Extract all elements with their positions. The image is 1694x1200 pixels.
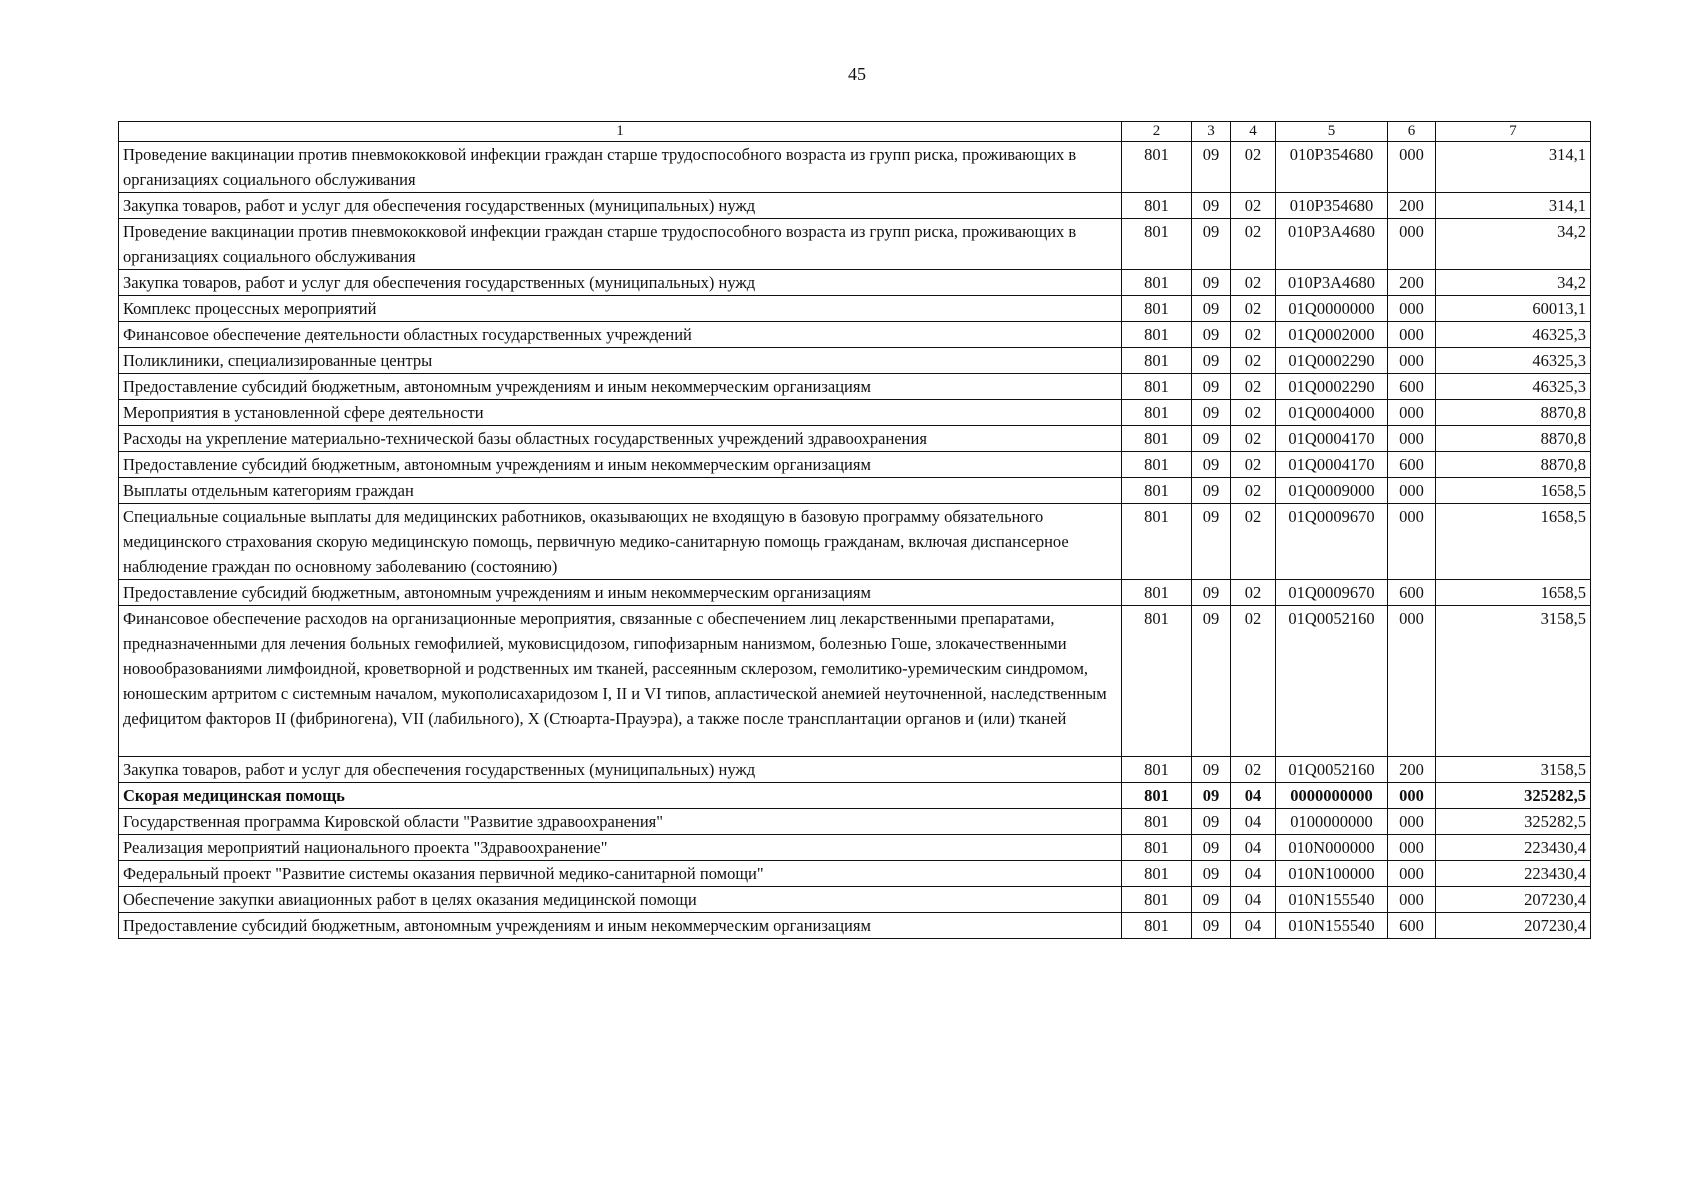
- expense-type-cell: 000: [1388, 426, 1436, 452]
- department-code-cell: 801: [1122, 400, 1192, 426]
- expense-type-cell: 600: [1388, 374, 1436, 400]
- expense-type-cell: 000: [1388, 296, 1436, 322]
- expense-name-cell: Мероприятия в установленной сфере деятельности: [119, 400, 1122, 426]
- table-row: [119, 809, 1591, 835]
- expense-name-cell: Специальные социальные выплаты для медицинских работников, оказывающих не входящую в базовую программу обязательного медицинского страхования скорую медицинскую помощь, первичную медико-санитарную помощь гражданам, включая диспансерное наблюдение граждан по основному заболеванию (состоянию): [119, 504, 1122, 580]
- table-row: [119, 270, 1591, 296]
- section-code-cell: 09: [1192, 193, 1231, 219]
- table-row: [119, 452, 1591, 478]
- amount-cell: 46325,3: [1436, 322, 1591, 348]
- target-article-cell: 01Q0002290: [1276, 348, 1388, 374]
- section-code-cell: 09: [1192, 504, 1231, 580]
- subsection-code-cell: 02: [1231, 606, 1276, 757]
- expense-name-cell: Финансовое обеспечение расходов на организационные мероприятия, связанные с обеспечением лиц лекарственными препаратами, предназначенными для лечения больных гемофилией, муковисцидозом, гипофизарным нанизмом, болезнью Гоше, злокачественными новообразованиями лимфоидной, кроветворной и родственных им тканей, рассеянным склерозом, гемолитико-уремическим синдромом, юношеским артритом с системным началом, мукополисахаридозом I, II и VI типов, апластической анемией неуточненной, наследственным дефицитом факторов II (фибриногена), VII (лабильного), X (Стюарта-Прауэра), а также после трансплантации органов и (или) тканей: [119, 606, 1122, 757]
- amount-cell: 8870,8: [1436, 400, 1591, 426]
- page-number: 45: [848, 64, 866, 84]
- amount-cell: 46325,3: [1436, 374, 1591, 400]
- expense-type-cell: 600: [1388, 452, 1436, 478]
- target-article-cell: 01Q0009000: [1276, 478, 1388, 504]
- table-row: [119, 580, 1591, 606]
- department-code-cell: 801: [1122, 504, 1192, 580]
- expense-name-cell: Реализация мероприятий национального проекта "Здравоохранение": [119, 835, 1122, 861]
- section-code-cell: 09: [1192, 606, 1231, 757]
- amount-cell: 314,1: [1436, 193, 1591, 219]
- section-code-cell: 09: [1192, 452, 1231, 478]
- subsection-code-cell: 02: [1231, 400, 1276, 426]
- section-code-cell: 09: [1192, 783, 1231, 809]
- target-article-cell: 010P3A4680: [1276, 270, 1388, 296]
- expense-name-cell: Поликлиники, специализированные центры: [119, 348, 1122, 374]
- section-code-cell: 09: [1192, 296, 1231, 322]
- subsection-code-cell: 02: [1231, 426, 1276, 452]
- amount-cell: 325282,5: [1436, 783, 1591, 809]
- target-article-cell: 01Q0004170: [1276, 452, 1388, 478]
- department-code-cell: 801: [1122, 348, 1192, 374]
- department-code-cell: 801: [1122, 580, 1192, 606]
- amount-cell: 8870,8: [1436, 452, 1591, 478]
- department-code-cell: 801: [1122, 835, 1192, 861]
- table-row: [119, 219, 1591, 270]
- target-article-cell: 01Q0004170: [1276, 426, 1388, 452]
- subsection-code-cell: 02: [1231, 219, 1276, 270]
- department-code-cell: 801: [1122, 193, 1192, 219]
- amount-cell: 1658,5: [1436, 504, 1591, 580]
- section-code-cell: 09: [1192, 400, 1231, 426]
- section-code-cell: 09: [1192, 478, 1231, 504]
- expense-type-cell: 000: [1388, 835, 1436, 861]
- department-code-cell: 801: [1122, 913, 1192, 939]
- expense-name-cell: Проведение вакцинации против пневмококковой инфекции граждан старше трудоспособного возраста из групп риска, проживающих в организациях социального обслуживания: [119, 142, 1122, 193]
- column-header: 1: [119, 122, 1122, 142]
- amount-cell: 223430,4: [1436, 835, 1591, 861]
- amount-cell: 1658,5: [1436, 478, 1591, 504]
- table-row: [119, 400, 1591, 426]
- amount-cell: 207230,4: [1436, 887, 1591, 913]
- expense-name-cell: Закупка товаров, работ и услуг для обеспечения государственных (муниципальных) нужд: [119, 270, 1122, 296]
- expense-type-cell: 000: [1388, 504, 1436, 580]
- section-code-cell: 09: [1192, 835, 1231, 861]
- table-row: [119, 913, 1591, 939]
- subsection-code-cell: 04: [1231, 913, 1276, 939]
- subsection-code-cell: 02: [1231, 452, 1276, 478]
- subsection-code-cell: 04: [1231, 887, 1276, 913]
- target-article-cell: 01Q0052160: [1276, 606, 1388, 757]
- section-code-cell: 09: [1192, 887, 1231, 913]
- column-header: 6: [1388, 122, 1436, 142]
- section-code-cell: 09: [1192, 580, 1231, 606]
- table-row: [119, 478, 1591, 504]
- budget-table: [118, 121, 1591, 939]
- expense-name-cell: Предоставление субсидий бюджетным, автономным учреждениям и иным некоммерческим организациям: [119, 913, 1122, 939]
- expense-name-cell: Финансовое обеспечение деятельности областных государственных учреждений: [119, 322, 1122, 348]
- subsection-code-cell: 04: [1231, 835, 1276, 861]
- section-code-cell: 09: [1192, 374, 1231, 400]
- target-article-cell: 01Q0002290: [1276, 374, 1388, 400]
- table-row: [119, 757, 1591, 783]
- target-article-cell: 010N000000: [1276, 835, 1388, 861]
- table-row: [119, 861, 1591, 887]
- section-code-cell: 09: [1192, 757, 1231, 783]
- subsection-code-cell: 02: [1231, 374, 1276, 400]
- expense-name-cell: Государственная программа Кировской области "Развитие здравоохранения": [119, 809, 1122, 835]
- subsection-code-cell: 02: [1231, 322, 1276, 348]
- department-code-cell: 801: [1122, 757, 1192, 783]
- subsection-code-cell: 04: [1231, 861, 1276, 887]
- amount-cell: 207230,4: [1436, 913, 1591, 939]
- subsection-code-cell: 02: [1231, 504, 1276, 580]
- expense-type-cell: 000: [1388, 400, 1436, 426]
- amount-cell: 3158,5: [1436, 606, 1591, 757]
- expense-name-cell: Федеральный проект "Развитие системы оказания первичной медико-санитарной помощи": [119, 861, 1122, 887]
- expense-type-cell: 000: [1388, 861, 1436, 887]
- expense-type-cell: 000: [1388, 348, 1436, 374]
- expense-name-cell: Предоставление субсидий бюджетным, автономным учреждениям и иным некоммерческим организациям: [119, 580, 1122, 606]
- subsection-code-cell: 02: [1231, 757, 1276, 783]
- subsection-code-cell: 02: [1231, 193, 1276, 219]
- department-code-cell: 801: [1122, 374, 1192, 400]
- target-article-cell: 01Q0052160: [1276, 757, 1388, 783]
- expense-type-cell: 000: [1388, 809, 1436, 835]
- section-code-cell: 09: [1192, 348, 1231, 374]
- section-code-cell: 09: [1192, 426, 1231, 452]
- amount-cell: 46325,3: [1436, 348, 1591, 374]
- expense-name-cell: Выплаты отдельным категориям граждан: [119, 478, 1122, 504]
- department-code-cell: 801: [1122, 783, 1192, 809]
- target-article-cell: 010N100000: [1276, 861, 1388, 887]
- expense-type-cell: 000: [1388, 219, 1436, 270]
- department-code-cell: 801: [1122, 142, 1192, 193]
- section-code-cell: 09: [1192, 322, 1231, 348]
- expense-type-cell: 000: [1388, 887, 1436, 913]
- subsection-code-cell: 04: [1231, 783, 1276, 809]
- target-article-cell: 01Q0009670: [1276, 504, 1388, 580]
- department-code-cell: 801: [1122, 296, 1192, 322]
- amount-cell: 60013,1: [1436, 296, 1591, 322]
- target-article-cell: 010P3A4680: [1276, 219, 1388, 270]
- table-row: [119, 426, 1591, 452]
- department-code-cell: 801: [1122, 270, 1192, 296]
- department-code-cell: 801: [1122, 219, 1192, 270]
- target-article-cell: 01Q0004000: [1276, 400, 1388, 426]
- department-code-cell: 801: [1122, 606, 1192, 757]
- section-code-cell: 09: [1192, 142, 1231, 193]
- section-code-cell: 09: [1192, 219, 1231, 270]
- amount-cell: 3158,5: [1436, 757, 1591, 783]
- expense-name-cell: Закупка товаров, работ и услуг для обеспечения государственных (муниципальных) нужд: [119, 757, 1122, 783]
- column-header: 7: [1436, 122, 1591, 142]
- subsection-code-cell: 04: [1231, 809, 1276, 835]
- expense-name-cell: Предоставление субсидий бюджетным, автономным учреждениям и иным некоммерческим организациям: [119, 374, 1122, 400]
- expense-name-cell: Комплекс процессных мероприятий: [119, 296, 1122, 322]
- expense-type-cell: 200: [1388, 757, 1436, 783]
- department-code-cell: 801: [1122, 809, 1192, 835]
- amount-cell: 1658,5: [1436, 580, 1591, 606]
- table-row: [119, 606, 1591, 757]
- column-header: 2: [1122, 122, 1192, 142]
- subsection-code-cell: 02: [1231, 478, 1276, 504]
- amount-cell: 325282,5: [1436, 809, 1591, 835]
- expense-name-cell: Обеспечение закупки авиационных работ в целях оказания медицинской помощи: [119, 887, 1122, 913]
- expense-type-cell: 600: [1388, 580, 1436, 606]
- department-code-cell: 801: [1122, 426, 1192, 452]
- target-article-cell: 01Q0000000: [1276, 296, 1388, 322]
- target-article-cell: 010N155540: [1276, 887, 1388, 913]
- table-row: [119, 348, 1591, 374]
- amount-cell: 314,1: [1436, 142, 1591, 193]
- amount-cell: 8870,8: [1436, 426, 1591, 452]
- expense-name-cell: Предоставление субсидий бюджетным, автономным учреждениям и иным некоммерческим организациям: [119, 452, 1122, 478]
- expense-type-cell: 000: [1388, 606, 1436, 757]
- table-row: [119, 193, 1591, 219]
- expense-type-cell: 200: [1388, 270, 1436, 296]
- subsection-code-cell: 02: [1231, 142, 1276, 193]
- section-code-cell: 09: [1192, 861, 1231, 887]
- section-code-cell: 09: [1192, 913, 1231, 939]
- column-header: 5: [1276, 122, 1388, 142]
- subsection-code-cell: 02: [1231, 348, 1276, 374]
- table-row: [119, 887, 1591, 913]
- table-row: [119, 504, 1591, 580]
- department-code-cell: 801: [1122, 478, 1192, 504]
- amount-cell: 34,2: [1436, 219, 1591, 270]
- target-article-cell: 0000000000: [1276, 783, 1388, 809]
- column-header: 4: [1231, 122, 1276, 142]
- target-article-cell: 01Q0009670: [1276, 580, 1388, 606]
- section-code-cell: 09: [1192, 270, 1231, 296]
- expense-type-cell: 200: [1388, 193, 1436, 219]
- target-article-cell: 010P354680: [1276, 193, 1388, 219]
- department-code-cell: 801: [1122, 452, 1192, 478]
- section-code-cell: 09: [1192, 809, 1231, 835]
- expense-type-cell: 600: [1388, 913, 1436, 939]
- table-row: [119, 322, 1591, 348]
- column-header: 3: [1192, 122, 1231, 142]
- expense-name-cell: Расходы на укрепление материально-технической базы областных государственных учреждений здравоохранения: [119, 426, 1122, 452]
- expense-type-cell: 000: [1388, 142, 1436, 193]
- target-article-cell: 0100000000: [1276, 809, 1388, 835]
- expense-name-cell: Проведение вакцинации против пневмококковой инфекции граждан старше трудоспособного возраста из групп риска, проживающих в организациях социального обслуживания: [119, 219, 1122, 270]
- department-code-cell: 801: [1122, 861, 1192, 887]
- expense-name-cell: Скорая медицинская помощь: [119, 783, 1122, 809]
- expense-type-cell: 000: [1388, 322, 1436, 348]
- table-row: [119, 835, 1591, 861]
- subsection-code-cell: 02: [1231, 270, 1276, 296]
- subsection-code-cell: 02: [1231, 580, 1276, 606]
- header-row: [119, 122, 1591, 142]
- expense-type-cell: 000: [1388, 783, 1436, 809]
- target-article-cell: 01Q0002000: [1276, 322, 1388, 348]
- department-code-cell: 801: [1122, 887, 1192, 913]
- amount-cell: 223430,4: [1436, 861, 1591, 887]
- department-code-cell: 801: [1122, 322, 1192, 348]
- expense-name-cell: Закупка товаров, работ и услуг для обеспечения государственных (муниципальных) нужд: [119, 193, 1122, 219]
- target-article-cell: 010N155540: [1276, 913, 1388, 939]
- table-body: [119, 142, 1591, 939]
- subsection-code-cell: 02: [1231, 296, 1276, 322]
- table-row: [119, 374, 1591, 400]
- target-article-cell: 010P354680: [1276, 142, 1388, 193]
- table-row: [119, 296, 1591, 322]
- expense-type-cell: 000: [1388, 478, 1436, 504]
- table-row: [119, 783, 1591, 809]
- table-row: [119, 142, 1591, 193]
- amount-cell: 34,2: [1436, 270, 1591, 296]
